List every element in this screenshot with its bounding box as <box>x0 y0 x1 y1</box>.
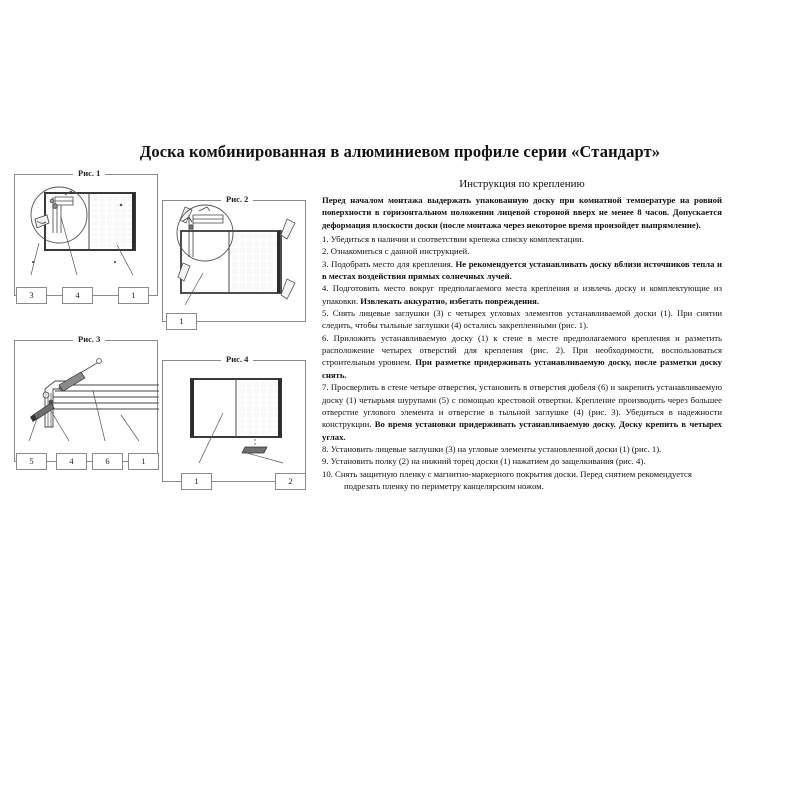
figure-1-callout-3: 3 <box>16 287 47 304</box>
figure-2-callout-1: 1 <box>166 313 197 330</box>
step-number: 5. <box>322 308 329 319</box>
step-number: 4. <box>322 283 329 294</box>
instruction-step-tail: подрезать пленку по периметру канцелярским ножом. <box>344 480 544 491</box>
instruction-step <box>322 245 722 257</box>
step-number: 6. <box>322 332 329 343</box>
figure-4-caption: Рис. 4 <box>221 354 253 364</box>
step-number: 3. <box>322 258 329 269</box>
instructions-column <box>322 178 722 492</box>
step-text: Снять лицевые заглушки (3) с четырех угловых элементов устанавливаемой доски (1). При снятии следить, чтобы тыльные заглушки (4) остались закрепленными (рис. 1). <box>322 308 723 331</box>
figure-1-caption: Рис. 1 <box>73 168 105 178</box>
instruction-step <box>322 443 722 455</box>
page-title: Доска комбинированная в алюминиевом профиле серии «Стандарт» <box>139 142 661 161</box>
figure-3-caption: Рис. 3 <box>73 334 105 344</box>
instructions-heading: Инструкция по креплению <box>459 178 585 190</box>
figure-1-callout-1: 1 <box>118 287 149 304</box>
step-text: Подготовить место вокруг предполагаемого места крепления и извлечь доску и комплектующие из упаковки. <box>322 283 723 306</box>
figure-4-drawing <box>163 361 307 483</box>
figure-2-caption: Рис. 2 <box>221 194 253 204</box>
step-bold-text: При разметке придерживать устанавливаемую доску, после разметки доску снять. <box>322 357 722 380</box>
figure-1-panel <box>14 168 158 300</box>
step-text: Приложить устанавливаемую доску (1) к стене в месте предполагаемого крепления и разметить расположение четырех отверстий для крепления (рис. 2). При необходимости, воспользоваться строительным уровнем. <box>322 332 723 368</box>
figure-2-panel <box>162 194 306 326</box>
step-text: Ознакомиться с данной инструкцией. <box>330 246 470 257</box>
step-text: Подобрать место для крепления. <box>331 258 456 269</box>
step-bold-text: Не рекомендуется устанавливать доску вблизи источников тепла и в местах воздействия прямых солнечных лучей. <box>322 258 723 282</box>
instruction-step <box>322 258 722 283</box>
figure-4-callout-2: 2 <box>275 473 306 490</box>
instruction-step <box>322 468 722 480</box>
instruction-step <box>322 455 722 467</box>
instruction-step <box>322 233 722 245</box>
step-text: Установить полку (2) на нижний торец доски (1) нажатием до защелкивания (рис. 4). <box>330 456 646 467</box>
figure-1-drawing <box>15 175 159 297</box>
step-number: 2. <box>322 246 329 257</box>
figure-4-panel <box>162 354 306 486</box>
step-text: Снять защитную пленку с магнитно-маркерного покрытия доски. Перед снятием рекомендуется <box>335 468 692 479</box>
figures-area <box>0 168 318 513</box>
instruction-steps-list <box>322 233 722 492</box>
figure-1-callout-4: 4 <box>62 287 93 304</box>
instruction-step <box>322 381 722 443</box>
step-text: Установить лицевые заглушки (3) на угловые элементы установленной доски (1) (рис. 1). <box>330 443 662 454</box>
step-text: Просверлить в стене четыре отверстия, установить в отверстия дюбеля (6) и закрепить устанавливаемую доску (1) четырьмя шурупами (5) с помощью крестовой отвертки. Крепление производить через большее отверстие углового элемента и отверстие в тыльной заглушке (4) (рис. 3). Убедиться в надежности конструкции. <box>322 382 723 430</box>
step-bold-text: Извлекать аккуратно, избегать повреждения. <box>360 295 539 306</box>
step-number: 1. <box>322 234 329 245</box>
instruction-step <box>322 282 722 307</box>
figure-3-panel <box>14 334 158 466</box>
step-bold-text: Во время установки придерживать устанавливаемую доску. Доску крепить в четырех углах. <box>322 419 722 442</box>
instruction-step <box>322 332 722 381</box>
step-number: 8. <box>322 443 329 454</box>
step-number: 9. <box>322 456 329 467</box>
figure-3-callout-1: 1 <box>128 453 159 470</box>
figure-4-callout-1: 1 <box>181 473 212 490</box>
figure-3-callout-6: 6 <box>92 453 123 470</box>
figure-3-drawing <box>15 341 159 463</box>
step-number: 7. <box>322 382 329 393</box>
step-text: Убедиться в наличии и соответствии крепежа списку комплектации. <box>330 234 584 245</box>
instruction-step <box>322 307 722 332</box>
instructions-intro: Перед началом монтажа выдержать упакованную доску при комнатной температуре на ровной поверхности в горизонтальном положении лицевой стороной вверх не менее 8 часов. Допускается деформация плоскости доски (после монтажа через некоторое время произойдет выпрямление). <box>322 195 722 230</box>
figure-2-drawing <box>163 201 307 323</box>
step-number: 10. <box>322 468 333 479</box>
figure-3-callout-5: 5 <box>16 453 47 470</box>
figure-3-callout-4: 4 <box>56 453 87 470</box>
